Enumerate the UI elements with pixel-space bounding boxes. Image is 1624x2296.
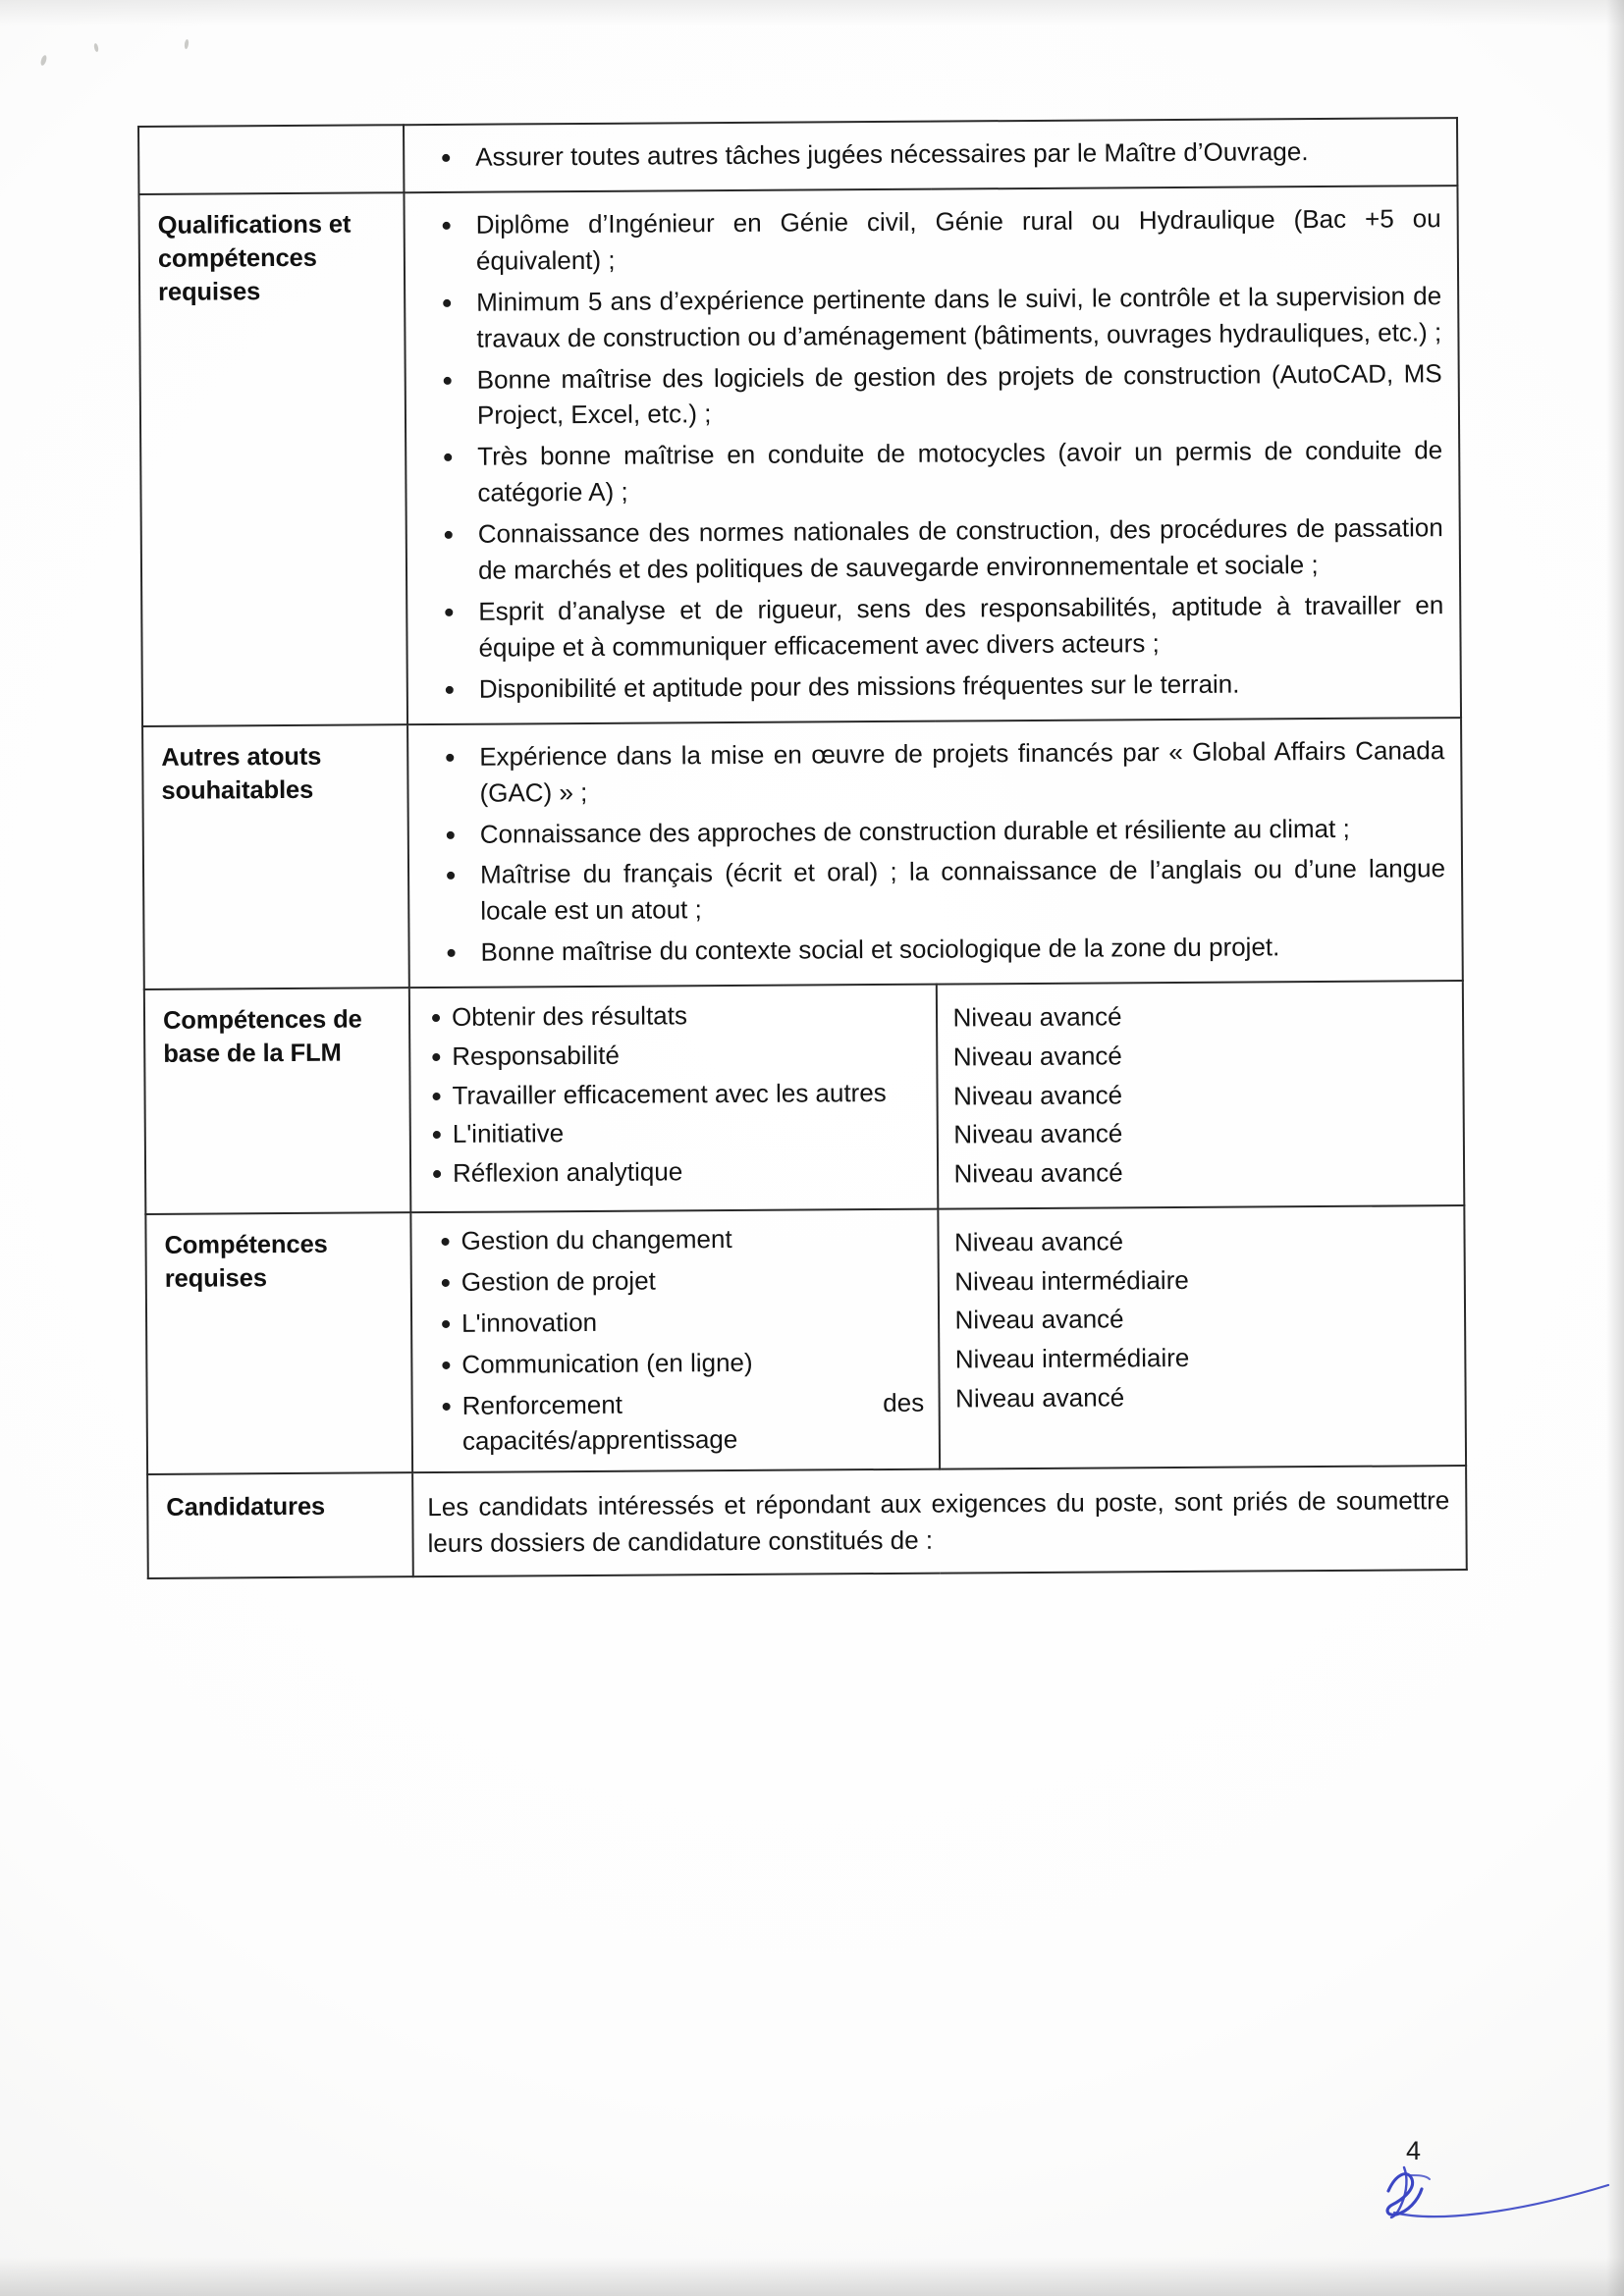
row-level-cell-competences-requises — [938, 1205, 1466, 1469]
row-label: Compétences de base de la FLM — [162, 1005, 362, 1069]
list-item: Assurer toutes autres tâches jugées nécessaires par le Maître d’Ouvrage. — [422, 133, 1440, 176]
level-value: Niveau avancé — [955, 1382, 1125, 1414]
list-item: Diplôme d’Ingénieur en Génie civil, Génie rural ou Hydraulique (Bac +5 ou équivalent) ; — [423, 200, 1441, 280]
list-item: L'innovation — [422, 1302, 924, 1341]
list-item: Renforcement des capacités/apprentissage — [423, 1384, 925, 1460]
row-label: Qualifications et compétences requises — [157, 210, 352, 307]
row-label — [157, 139, 387, 141]
list-item: Bonne maîtrise des logiciels de gestion des projets de construction (AutoCAD, MS Project, Excel, etc.) ; — [424, 355, 1442, 435]
competency-list-requises — [421, 1220, 924, 1461]
level-value: Niveau avancé — [952, 1001, 1122, 1033]
list-item: Bonne maîtrise du contexte social et sociologique de la zone du projet. — [427, 928, 1445, 971]
list-item: Gestion de projet — [422, 1261, 924, 1301]
row-label: Candidatures — [166, 1493, 326, 1522]
row-label-cell-autres-atouts — [142, 724, 409, 989]
bullet-list-qualifications — [423, 200, 1444, 708]
row-body-cell-autres-atouts — [407, 718, 1463, 988]
level-value: Niveau avancé — [952, 1080, 1123, 1111]
level-list-requises — [939, 1206, 1465, 1432]
list-item: L'initiative — [429, 1112, 923, 1154]
list-item: Esprit d’analyse et de rigueur, sens des responsabilités, aptitude à travailler en équipe et à communiquer efficacement avec divers acteurs ; — [425, 587, 1443, 667]
page-number: 4 — [1406, 2136, 1422, 2165]
list-item: Responsabilité — [428, 1035, 922, 1077]
list-item: Maîtrise du français (écrit et oral) ; la connaissance de l’anglais ou d’une langue locale est un atout ; — [427, 851, 1445, 931]
level-value: Niveau avancé — [953, 1118, 1123, 1149]
row-body-cell-competences-requises — [410, 1209, 939, 1473]
level-list-flm — [937, 982, 1463, 1207]
job-description-table — [137, 117, 1468, 1579]
row-body-cell-candidatures — [412, 1466, 1467, 1576]
list-item: Expérience dans la mise en œuvre de projets financés par « Global Affairs Canada (GAC) » ; — [426, 732, 1444, 812]
competency-list-flm — [428, 995, 923, 1194]
list-item: Communication (en ligne) — [422, 1343, 924, 1382]
level-value: Niveau intermédiaire — [954, 1264, 1189, 1297]
level-value: Niveau avancé — [952, 1041, 1122, 1072]
row-label-cell-competences-base-flm — [144, 988, 411, 1214]
row-label-cell-candidatures — [147, 1473, 413, 1579]
scan-edge-top — [0, 0, 1624, 26]
list-item: Obtenir des résultats — [428, 995, 922, 1038]
candidatures-paragraph: Les candidats intéressés et répondant aux exigences du poste, sont priés de soumettre leurs dossiers de candidature constitués de : — [427, 1485, 1450, 1559]
list-item: Gestion du changement — [421, 1220, 923, 1259]
list-item: Connaissance des normes nationales de construction, des procédures de passation de marchés et des politiques de sauvegarde environnementale et sociale ; — [425, 509, 1443, 589]
bullet-list-continuation — [422, 133, 1440, 176]
list-item: Minimum 5 ans d’expérience pertinente dans le suivi, le contrôle et la supervision de travaux de construction ou d’aménagement (bâtiments, ouvrages hydrauliques, etc.) ; — [423, 278, 1441, 357]
row-body-cell-continuation — [404, 118, 1457, 192]
list-item: Très bonne maîtrise en conduite de motocycles (avoir un permis de conduite de catégorie A) ; — [424, 433, 1442, 512]
level-value: Niveau avancé — [954, 1304, 1124, 1335]
table-row — [142, 718, 1463, 989]
table-row — [138, 118, 1457, 194]
scan-edge-right — [1606, 0, 1624, 2296]
list-item: Connaissance des approches de construction durable et résiliente au climat ; — [427, 810, 1445, 853]
row-body-cell-competences-base-flm — [409, 985, 938, 1212]
level-value: Niveau avancé — [953, 1226, 1124, 1257]
table-row — [147, 1466, 1467, 1578]
table-row — [145, 1205, 1466, 1474]
list-item: Réflexion analytique — [429, 1151, 923, 1194]
row-label-cell-continuation — [138, 125, 404, 194]
row-label-cell-qualifications — [138, 192, 407, 726]
list-item: Travailler efficacement avec les autres — [428, 1073, 922, 1115]
table-row — [144, 981, 1464, 1214]
bullet-list-autres-atouts — [426, 732, 1446, 971]
row-label: Autres atouts souhaitables — [161, 742, 322, 805]
level-value: Niveau intermédiaire — [954, 1343, 1190, 1374]
row-label: Compétences requises — [164, 1230, 328, 1293]
table-row — [138, 186, 1461, 726]
job-description-table-wrapper — [137, 117, 1468, 1579]
list-item: Disponibilité et aptitude pour des missions fréquentes sur le terrain. — [426, 665, 1444, 708]
row-body-cell-qualifications — [404, 186, 1461, 724]
scan-edge-bottom — [0, 2257, 1624, 2296]
row-label-cell-competences-requises — [145, 1212, 412, 1474]
level-value: Niveau avancé — [953, 1157, 1123, 1189]
row-level-cell-competences-base-flm — [936, 981, 1464, 1208]
